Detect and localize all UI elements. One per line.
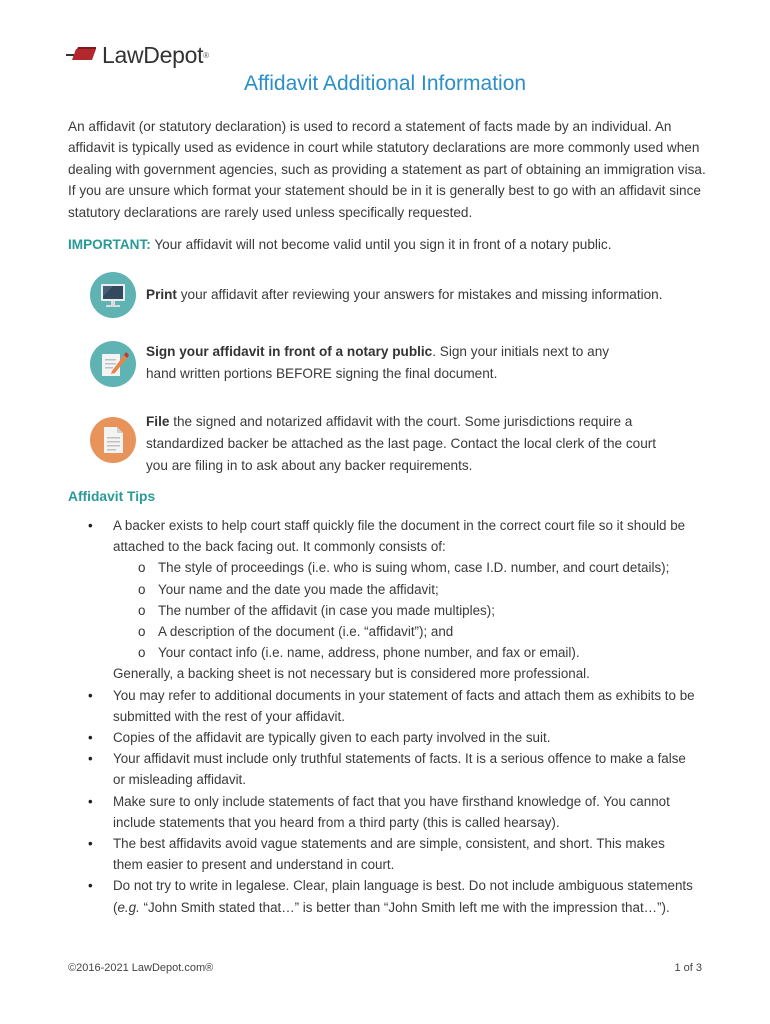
step-file — [90, 414, 710, 473]
tip-item: • Copies of the affidavit are typically given to each party involved in the suit. — [68, 727, 698, 748]
tip-text: “John Smith stated that…” is better than “John Smith left me with the impression that…”). — [139, 899, 670, 915]
step-sign-rest: . Sign your initials next to any hand written portions BEFORE signing the final document. — [146, 344, 610, 381]
monitor-icon — [90, 272, 136, 318]
tip-item — [68, 515, 698, 685]
step-print-rest: your affidavit after reviewing your answers for mistakes and missing information. — [176, 287, 663, 302]
backer-note: Generally, a backing sheet is not necessary but is considered more professional. — [113, 666, 590, 682]
document-icon — [90, 417, 136, 463]
tips-list — [68, 515, 698, 918]
tip-item: • You may refer to additional documents in your statement of facts and attach them as exhibits to be submitted with the rest of your affidavit. — [68, 685, 698, 727]
tip-item — [68, 875, 698, 917]
backer-sublist — [113, 557, 698, 663]
step-sign-text — [146, 341, 636, 385]
tip-item: • The best affidavits avoid vague statements and are simple, consistent, and short. This makes them easier to present and understand in court. — [68, 833, 698, 875]
logo-mark-icon — [66, 46, 96, 64]
footer-copyright: ©2016-2021 LawDepot.com® — [68, 962, 214, 974]
step-print-bold: Print — [146, 287, 177, 302]
page-number: 1 of 3 — [674, 962, 702, 974]
tip-eg: e.g. — [117, 899, 140, 915]
important-label: IMPORTANT: — [68, 237, 151, 252]
step-print — [90, 272, 710, 320]
tip-text: A backer exists to help court staff quickly file the document in the correct court file so it should be attached to the back facing out. It commonly consists of: — [113, 518, 686, 555]
sub-item: o Your name and the date you made the affidavit; — [113, 579, 698, 600]
lawdepot-logo — [66, 40, 209, 70]
sub-item: o A description of the document (i.e. “affidavit”); and — [113, 621, 698, 642]
tip-text: Do not try to write in legalese. Clear, plain language is best. Do not include ambiguous statements ( — [113, 878, 693, 915]
sign-pen-icon — [90, 341, 136, 387]
sub-item: o Your contact info (i.e. name, address, phone number, and fax or email). — [113, 642, 698, 663]
step-print-text — [146, 284, 706, 306]
step-sign-bold: Sign your affidavit in front of a notary public — [146, 344, 433, 359]
tips-heading: Affidavit Tips — [68, 489, 156, 504]
logo-text: LawDepot — [102, 41, 204, 68]
step-file-bold: File — [146, 414, 170, 429]
step-file-text — [146, 411, 666, 477]
logo-registered: ® — [203, 50, 210, 60]
step-sign — [90, 341, 710, 389]
sub-item: o The number of the affidavit (in case you made multiples); — [113, 600, 698, 621]
intro-paragraph: An affidavit (or statutory declaration) is used to record a statement of facts made by an individual. An affidavit is typically used as evidence in court while statutory declarations are more commonly used when dealing with government agencies, such as providing a statement as part of obtaining an immigration visa. If you are unsure which format your statement should be in it is generally best to go with an affidavit since statutory declarations are rarely used unless specifically requested. — [68, 119, 706, 220]
step-file-rest: the signed and notarized affidavit with the court. Some jurisdictions require a standardized backer be attached as the last page. Contact the local clerk of the court you are filing in to ask about any backer requirements. — [146, 414, 657, 473]
important-notice — [68, 234, 708, 255]
page-title: Affidavit Additional Information — [243, 72, 527, 95]
tip-item: • Your affidavit must include only truthful statements of facts. It is a serious offence to make a false or misleading affidavit. — [68, 748, 698, 790]
sub-item: o The style of proceedings (i.e. who is suing whom, case I.D. number, and court details); — [113, 557, 698, 578]
tip-item: • Make sure to only include statements of fact that you have firsthand knowledge of. You cannot include statements that you heard from a third party (this is called hearsay). — [68, 791, 698, 833]
important-text: Your affidavit will not become valid until you sign it in front of a notary public. — [150, 237, 612, 252]
